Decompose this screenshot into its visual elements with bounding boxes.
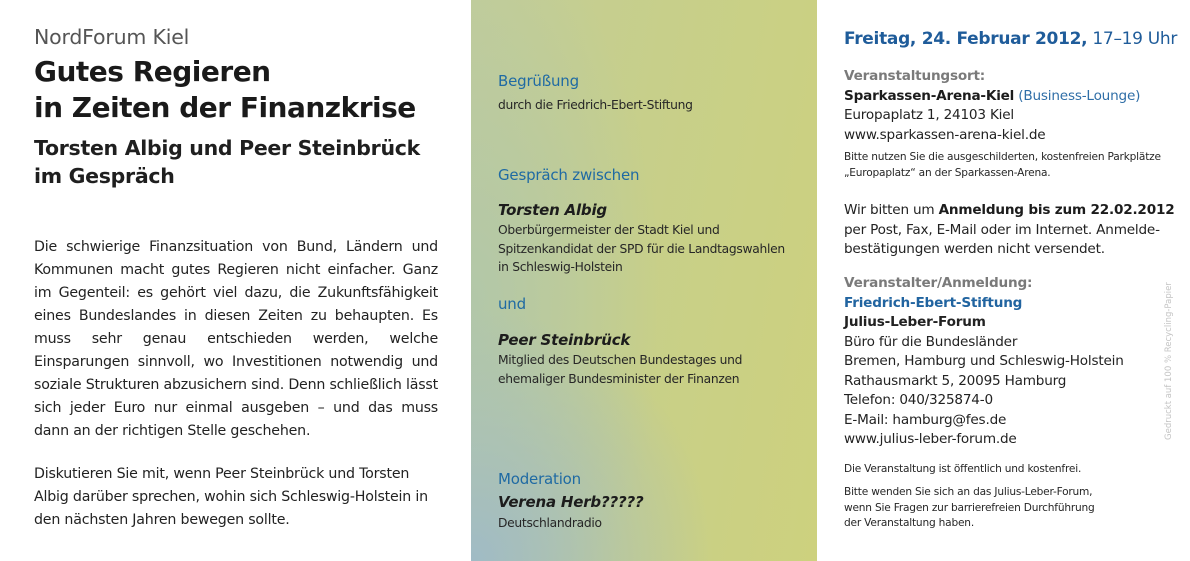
speaker-2-name: Peer Steinbrück — [498, 331, 631, 349]
speaker-1-role-line-1: Oberbürgermeister der Stadt Kiel und — [498, 223, 720, 237]
organizer-block — [844, 274, 1124, 450]
invitation-cover-panel — [0, 0, 471, 561]
event-title-line-1: Gutes Regieren — [34, 55, 271, 88]
organizer-states: Bremen, Hamburg und Schleswig-Holstein — [844, 353, 1124, 369]
organizer-label: Veranstalter/Anmeldung: — [844, 275, 1033, 291]
talk-heading: Gespräch zwischen — [498, 166, 640, 184]
venue-block — [844, 67, 1140, 145]
moderator-name: Verena Herb????? — [498, 493, 644, 511]
registration-deadline: Anmeldung bis zum 22.02.2012 — [938, 202, 1175, 218]
venue-name-line — [844, 87, 1140, 107]
venue-name: Sparkassen-Arena-Kiel — [844, 87, 1015, 104]
organizer-address: Rathausmarkt 5, 20095 Hamburg — [844, 372, 1067, 389]
moderator-affiliation: Deutschlandradio — [498, 516, 602, 530]
venue-url-link[interactable]: www.sparkassen-arena-kiel.de — [844, 126, 1046, 143]
parking-note-line-1: Bitte nutzen Sie die ausgeschilderten, kostenfreien Parkplätze — [844, 151, 1161, 163]
event-details-panel — [817, 0, 1190, 561]
organizer-phone: Telefon: 040/325874-0 — [844, 392, 993, 408]
accessibility-note-line-1: Bitte wenden Sie sich an das Julius-Leber-Forum, — [844, 486, 1093, 498]
speaker-2-role-line-2: ehemaliger Bundesminister der Finanzen — [498, 371, 740, 386]
registration-line-1 — [844, 201, 1174, 221]
registration-block — [844, 201, 1174, 260]
event-date-time — [844, 28, 1177, 50]
registration-line-2: per Post, Fax, E-Mail oder im Internet. Anmelde- — [844, 221, 1160, 238]
event-subtitle-line-2: im Gespräch — [34, 164, 175, 188]
organizer-email-link[interactable]: E-Mail: hamburg@fes.de — [844, 411, 1007, 428]
invite-paragraph: Diskutieren Sie mit, wenn Peer Steinbrück und Torsten Albig darüber sprechen, wohin sich Schleswig-Holstein in den nächsten Jahren bewegen sollte. — [34, 466, 428, 528]
registration-prefix: Wir bitten um — [844, 202, 939, 218]
venue-label: Veranstaltungsort: — [844, 68, 986, 84]
speaker-2-role-line-1: Mitglied des Deutschen Bundestages und — [498, 353, 743, 367]
program-panel — [471, 0, 817, 561]
organizer-url-link[interactable]: www.julius-leber-forum.de — [844, 431, 1017, 447]
and-label: und — [498, 295, 526, 313]
intro-paragraph: Die schwierige Finanzsituation von Bund, Ländern und Kommunen macht gutes Regieren nicht einfacher. Ganz im Gegenteil: es gehört viel dazu, die Zukunftsfähigkeit eines Bundeslandes in diesen Zeiten zu behaupten. Es muss sehr genau entschieden werden, welche Einsparungen sinnvoll, wo Investitionen notwendig und soziale Strukturen abzusichern sind. Denn schließlich lässt sich jeder Euro nur einmal ausgeben – und das muss dann an der richtigen Stelle geschehen. — [34, 239, 438, 439]
venue-room: (Business-Lounge) — [1014, 87, 1141, 104]
welcome-heading: Begrüßung — [498, 72, 579, 90]
organizer-office: Büro für die Bundesländer — [844, 333, 1018, 350]
event-title-line-2: in Zeiten der Finanzkrise — [34, 91, 416, 124]
speaker-1-role-line-3: in Schleswig-Holstein — [498, 260, 623, 274]
public-note: Die Veranstaltung ist öffentlich und kostenfrei. — [844, 463, 1082, 475]
event-series-label: NordForum Kiel — [34, 25, 190, 49]
organizer-name: Friedrich-Ebert-Stiftung — [844, 294, 1023, 311]
accessibility-note-line-3: der Veranstaltung haben. — [844, 517, 974, 529]
speaker-2-role — [498, 351, 742, 388]
registration-line-3: bestätigungen werden nicht versendet. — [844, 241, 1105, 257]
event-date: Freitag, 24. Februar 2012, — [844, 29, 1088, 49]
speaker-1-name: Torsten Albig — [498, 201, 607, 219]
accessibility-note — [844, 485, 1095, 532]
event-subtitle — [34, 134, 471, 190]
recycled-paper-note: Gedruckt auf 100 % Recycling-Papier — [1164, 282, 1174, 440]
moderation-heading: Moderation — [498, 470, 581, 488]
speaker-1-role-line-2: Spitzenkandidat der SPD für die Landtagswahlen — [498, 241, 785, 256]
accessibility-note-line-2: wenn Sie Fragen zur barrierefreien Durchführung — [844, 501, 1095, 514]
event-subtitle-line-1: Torsten Albig und Peer Steinbrück — [34, 136, 420, 160]
event-time: 17–19 Uhr — [1087, 29, 1178, 49]
organizer-forum: Julius-Leber-Forum — [844, 314, 986, 330]
parking-note — [844, 150, 1161, 181]
event-title — [34, 54, 471, 126]
parking-note-line-2: „Europaplatz“ an der Sparkassen-Arena. — [844, 166, 1051, 179]
venue-address: Europaplatz 1, 24103 Kiel — [844, 107, 1014, 123]
speaker-1-role — [498, 221, 785, 277]
welcome-text: durch die Friedrich-Ebert-Stiftung — [498, 98, 693, 112]
